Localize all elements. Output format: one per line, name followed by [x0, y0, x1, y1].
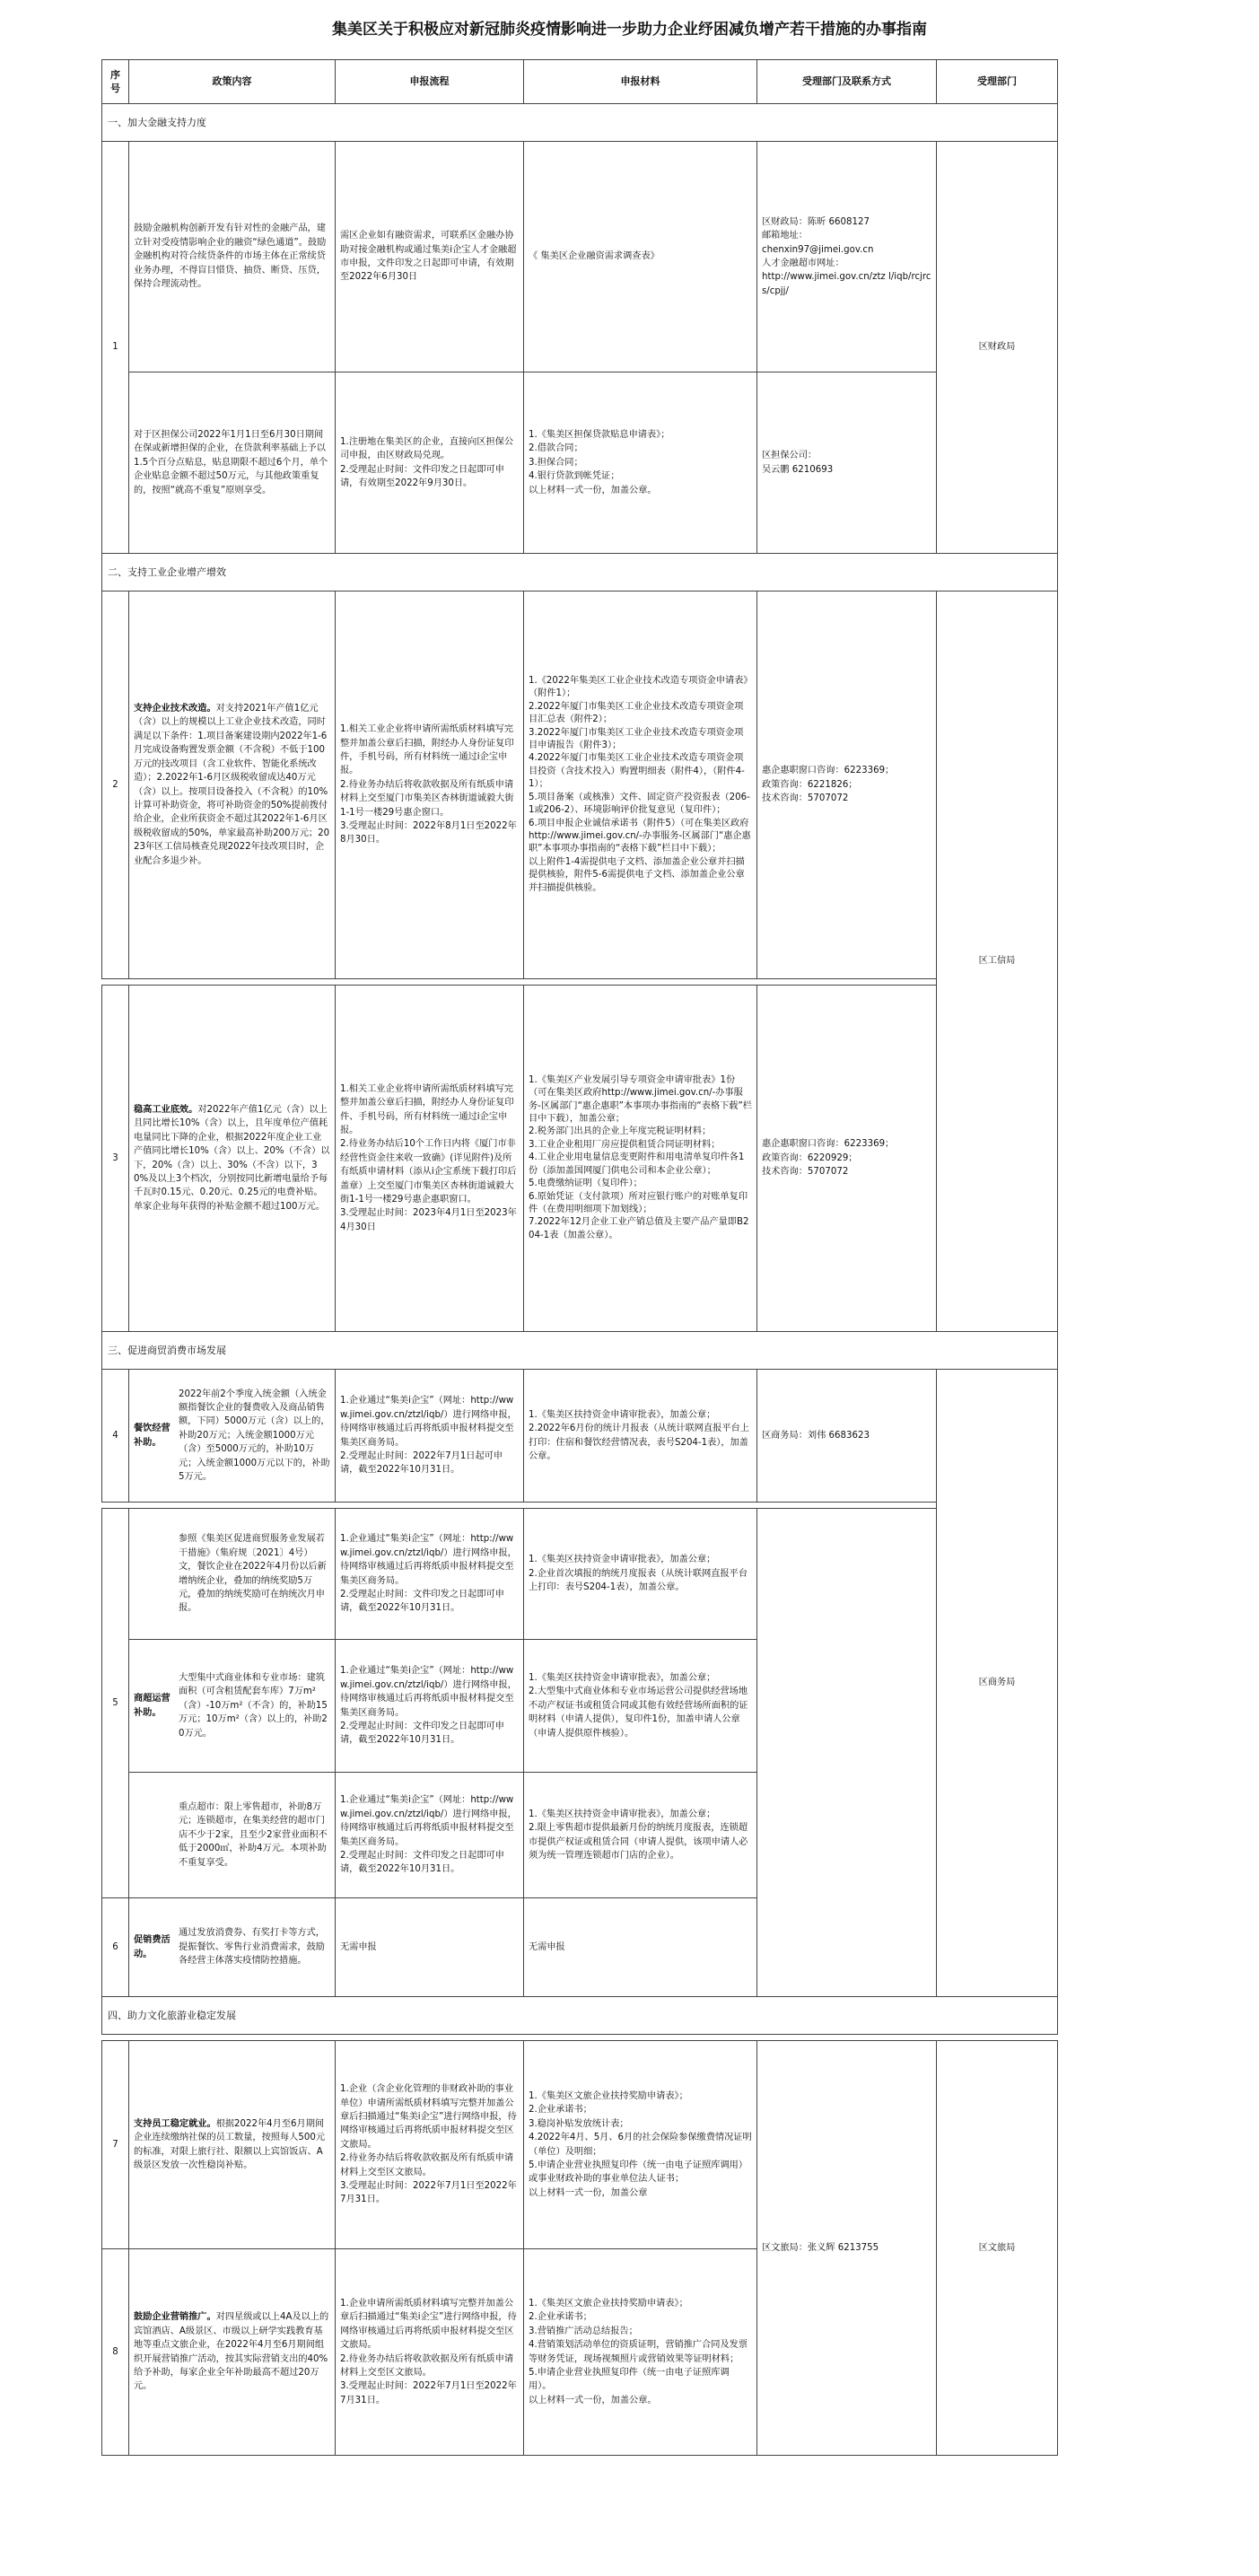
row-number: 4 — [102, 1370, 129, 1503]
header-process: 申报流程 — [336, 60, 524, 104]
process-cell: 1.相关工业企业将申请所需纸质材料填写完整并加盖公章后扫描，附经办人身份证复印件、手机号码，所有材料统一通过i企宝申报。 2.待业务办结后10个工作日内将《厦门市非经营性资金往来收一致确》(详见附件)及所有纸质申请材料（添从i企宝系统下载打印后盖章）上交至厦门市集美区杏林街道诚毅大街1-1号一楼29号惠企惠职窗口。 3.受理起止时间：2023年4月1日至2023年4月30日 — [336, 986, 524, 1332]
policy-cell — [129, 1898, 336, 1997]
policy-lead: 支持员工稳定就业。 — [134, 2118, 216, 2129]
table-row — [102, 591, 1058, 979]
process-cell: 需区企业如有融资需求，可联系区金融办协助对接金融机构或通过集美i企宝人才金融超市申报，文件印发之日起即可申请，有效期至2022年6月30日 — [336, 142, 524, 372]
materials-cell: 1.《集美区文旅企业扶持奖励申请表》； 2.企业承诺书； 3.稳岗补贴发放统计表； 4.2022年4月、5月、6月的社会保险参保缴费情况证明（单位）及明细； 5.申请企业营业执照复印件（统一由电子证照库调用）或事业财政补助的事业单位法人证书； 以上材料一式一份，加盖公章 — [524, 2041, 757, 2249]
materials-cell: 1.《集美区文旅企业扶持奖励申请表》； 2.企业承诺书； 3.营销推广活动总结报告； 4.营销策划活动单位的资质证明，营销推广合同及发票等财务凭证，现场视频照片或营销效果等证明材料； 5.申请企业营业执照复印件（统一由电子证照库调用）。 以上材料一式一份，加盖公章。 — [524, 2249, 757, 2456]
header-materials: 申报材料 — [524, 60, 757, 104]
materials-cell: 1.《2022年集美区工业企业技术改造专项资金申请表》（附件1）； 2.2022年厦门市集美区工业企业技术改造专项资金项目汇总表（附件2）； 3.2022年厦门市集美区工业企业技术改造专项资金项目申请报告（附件3）； 4.2022年厦门市集美区工业企业技术改造专项资金项目投资（含技术投入）购置明细表（附件4），（附件4-1）； 5.项目备案（或核准）文件、固定资产投资报表（206-1或206-2）、环境影响评价批复意见（复印件）； 6.项目申报企业诚信承诺书（附件5）（可在集美区政府http://www.jimei.gov.cn/-办事服务-区属部门“惠企惠职”本事项办事指南的“表格下载”栏目中下载）； 以上附件1-4需提供电子文档、添加盖企业公章并扫描提供核验，附件5-6需提供电子文档、添加盖企业公章并扫描提供核验。 — [524, 591, 757, 979]
dept-cell: 区文旅局 — [937, 2041, 1058, 2456]
row-number: 8 — [102, 2249, 129, 2456]
contact-cell: 区财政局：陈昕 6608127 邮箱地址： chenxin97@jimei.gov.cn 人才金融超市网址： http://www.jimei.gov.cn/ztz l/iqb/rcjrcs/cpjj/ — [757, 142, 937, 372]
section-title-4: 四、助力文化旅游业稳定发展 — [102, 1997, 1058, 2035]
policy-text: 2022年前2个季度入统金额（入统金额指餐饮企业的餐费收入及商品销售额，下同）5000万元（含）以上的，补助20万元；入统金额1000万元（含）至5000万元的，补助10万元；入统金额1000万元以下的，补助5万元。 — [179, 1389, 330, 1483]
section-title-2: 二、支持工业企业增产增效 — [102, 554, 1058, 591]
policy-cell — [129, 2041, 336, 2249]
table-row — [102, 2041, 1058, 2249]
contact-cell: 惠企惠职窗口咨询：6223369； 政策咨询：6221826； 技术咨询：5707072 — [757, 591, 937, 979]
policy-cell: 鼓励金融机构创新开发有针对性的金融产品，建立针对受疫情影响企业的融资“绿色通道”。鼓励金融机构对符合续贷条件的市场主体在正常续贷业务办理，不得盲目惜贷、抽贷、断贷、压贷，保持合理流动性。 — [129, 142, 336, 372]
process-cell: 1.企业通过“集美i企宝”（网址：http://www.jimei.gov.cn/ztzl/iqb/）进行网络申报，待网络审核通过后再将纸质申报材料提交至集美区商务局。 2.受理起止时间：文件印发之日起即可申请，截至2022年10月31日。 — [336, 1773, 524, 1898]
policy-cell — [129, 1370, 336, 1503]
policy-lead: 稳高工业底效。 — [134, 1104, 198, 1115]
process-cell: 1.企业通过“集美i企宝”（网址：http://www.jimei.gov.cn/ztzl/iqb/）进行网络申报，待网络审核通过后再将纸质申报材料提交至集美区商务局。 2.受理起止时间：文件印发之日起即可申请，截至2022年10月31日。 — [336, 1509, 524, 1640]
header-policy: 政策内容 — [129, 60, 336, 104]
section-row-3 — [102, 1332, 1058, 1370]
policy-lead: 支持企业技术改造。 — [134, 704, 216, 714]
row-number: 3 — [102, 986, 129, 1332]
policy-text: 对2022年产值1亿元（含）以上且同比增长10%（含）以上，且年度单位产值耗电量同比下降的企业，根据2022年度企业工业产值同比增长10%（含）以上、20%（不含）以下，20%（含）以上、30%（不含）以下，30%及以上3个档次，分别按同比新增电量给予每千瓦时0.15元、0.20元、0.25元的电费补贴。单家企业每年获得的补贴金额不超过100万元。 — [134, 1104, 330, 1212]
materials-cell: 1.《集美区扶持资金申请审批表》，加盖公章； 2.2022年6月份的统计月报表（从统计联网直报平台上打印：住宿和餐饮经营情况表，表号S204-1表），加盖公章。 — [524, 1370, 757, 1503]
header-dept: 受理部门 — [937, 60, 1058, 104]
row-number: 2 — [102, 591, 129, 979]
dept-cell: 区商务局 — [937, 1370, 1058, 1997]
process-cell: 1.企业通过“集美i企宝”（网址：http://www.jimei.gov.cn/ztzl/iqb/）进行网络申报，待网络审核通过后再将纸质申报材料提交至集美区商务局。 2.受理起止时间：文件印发之日起即可申请，截至2022年10月31日。 — [336, 1640, 524, 1773]
row-number: 7 — [102, 2041, 129, 2249]
row-number: 6 — [102, 1898, 129, 1997]
dept-cell: 区工信局 — [937, 591, 1058, 1332]
materials-cell: 1.《集美区扶持资金申请审批表》，加盖公章； 2.大型集中式商业体和专业市场运营公司提供经营场地不动产权证书或租赁合同或其他有效经营场所面积的证明材料（申请人提供），复印件1份，加盖申请人公章（申请人提供原件核验）。 — [524, 1640, 757, 1773]
process-cell: 无需申报 — [336, 1898, 524, 1997]
materials-cell: 1.《集美区扶持资金申请审批表》，加盖公章； 2.限上零售超市提供最新月份的纳统月度报表，连锁超市提供产权证或租赁合同（申请人提供，该项申请人必须为统一管理连锁超市门店的企业）。 — [524, 1773, 757, 1898]
contact-cell: 惠企惠职窗口咨询：6223369； 政策咨询：6220929； 技术咨询：5707072 — [757, 986, 937, 1332]
policy-cell — [129, 591, 336, 979]
row-number: 5 — [102, 1509, 129, 1898]
policy-text: 根据2022年4月至6月期间企业连续缴纳社保的员工数量，按照每人500元的标准，对限上旅行社、限额以上宾馆饭店、A级景区发放一次性稳岗补贴。 — [134, 2118, 326, 2170]
row-number: 1 — [102, 142, 129, 554]
policy-cell: 对于区担保公司2022年1月1日至6月30日期间在保或新增担保的企业，在贷款利率基础上予以1.5个百分点贴息，贴息期限不超过6个月，单个企业贴息金额不超过50万元，与其他政策重复的，按照“就高不重复”原则享受。 — [129, 372, 336, 554]
materials-cell: 《 集美区企业融资需求调查表》 — [524, 142, 757, 372]
policy-text: 通过发放消费券、有奖打卡等方式，提振餐饮、零售行业消费需求，鼓励各经营主体落实疫情防控措施。 — [179, 1928, 325, 1967]
table-row — [102, 142, 1058, 372]
header-row — [102, 60, 1058, 104]
row-gap — [102, 979, 1058, 986]
policy-text: 对四星级或以上4A及以上的宾馆酒店、A级景区、市级以上研学实践教育基地等重点文旅企业，在2022年4月至6月期间组织开展营销推广活动，按其实际营销支出的40%给予补助，每家企业全年补助最高不超过20万元。 — [134, 2312, 329, 2392]
contact-cell: 区担保公司： 吴云鹏 6210693 — [757, 372, 937, 554]
policy-text: 大型集中式商业体和专业市场：建筑面积（可含租赁配套车库）7万m²（含）-10万m²（不含）的，补助15万元；10万m²（含）以上的，补助20万元。 — [179, 1672, 328, 1739]
row-gap — [102, 1503, 1058, 1509]
table-row — [102, 986, 1058, 1332]
policy-cell — [129, 2249, 336, 2456]
table-row — [102, 372, 1058, 554]
policy-cell — [129, 1640, 336, 1773]
policy-text: 对支持2021年产值1亿元（含）以上的规模以上工业企业技术改造，同时满足以下条件：1.项目备案建设期内2022年1-6月完成设备购置发票金额（不含税）不低于100万元的技改项目（含工业软件、智能化系统改造）；2.2022年1-6月区级税收留成达40万元（含）以上。按项目设备投入（不含税）的10%计算可补助资金，将可补助资金的50%提前拨付给企业，企业所获资金不超过其2022年1-6月区级税收留成的50%，单家最高补助200万元；2023年区工信局核查兑现2022年技改项目时，企业配合多退少补。 — [134, 704, 330, 866]
table-row — [102, 1509, 1058, 1640]
policy-lead: 鼓励企业营销推广。 — [134, 2312, 216, 2323]
policy-cell — [129, 1509, 336, 1640]
section-row-4 — [102, 1997, 1058, 2035]
process-cell: 1.相关工业企业将申请所需纸质材料填写完整并加盖公章后扫描，附经办人身份证复印件，手机号码，所有材料统一通过i企宝申报。 2.待业务办结后将收款收据及所有纸质申请材料上交至厦门市集美区杏林街道诚毅大街1-1号一楼29号惠企窗口。 3.受理起止时间：2022年8月1日至2022年8月30日。 — [336, 591, 524, 979]
contact-cell: 区商务局：刘伟 6683623 — [757, 1370, 937, 1503]
process-cell: 1.注册地在集美区的企业，直接向区担保公司申报，由区财政局兑现。 2.受理起止时间：文件印发之日起即可申请，有效期至2022年9月30日。 — [336, 372, 524, 554]
process-cell: 1.企业（含企业化管理的非财政补助的事业单位）申请所需纸质材料填写完整并加盖公章后扫描通过“集美i企宝”进行网络申报，待网络审核通过后再将纸质申报材料提交至区文旅局。 2.待业务办结后将收款收据及所有纸质申请材料上交至区文旅局。 3.受理起止时间：2022年7月1日至2022年7月31日。 — [336, 2041, 524, 2249]
header-no: 序号 — [102, 60, 129, 104]
section-row-1 — [102, 104, 1058, 142]
contact-cell: 区文旅局：张义辉 6213755 — [757, 2041, 937, 2456]
table-row — [102, 1370, 1058, 1503]
row-gap — [102, 2035, 1058, 2041]
policy-cell — [129, 986, 336, 1332]
header-contact: 受理部门及联系方式 — [757, 60, 937, 104]
process-cell: 1.企业申请所需纸质材料填写完整并加盖公章后扫描通过“集美i企宝”进行网络申报，待网络审核通过后再将纸质申报材料提交至区文旅局。 2.待业务办结后将收款收据及所有纸质申请材料上交至区文旅局。 3.受理起止时间：2022年7月1日至2022年7月31日。 — [336, 2249, 524, 2456]
section-title-3: 三、促进商贸消费市场发展 — [102, 1332, 1058, 1370]
materials-cell: 1.《集美区担保贷款贴息申请表》； 2.借款合同； 3.担保合同； 4.银行贷款到帐凭证； 以上材料一式一份，加盖公章。 — [524, 372, 757, 554]
process-cell: 1.企业通过“集美i企宝”（网址：http://www.jimei.gov.cn/ztzl/iqb/）进行网络申报，待网络审核通过后再将纸质申报材料提交至集美区商务局。 2.受理起止时间：2022年7月1日起可申请，截至2022年10月31日。 — [336, 1370, 524, 1503]
materials-cell: 1.《集美区扶持资金申请审批表》，加盖公章； 2.企业首次填报的纳统月度报表（从统计联网直报平台上打印：表号S204-1表），加盖公章。 — [524, 1509, 757, 1640]
category-label: 商超运营补助。 — [134, 1694, 170, 1718]
guide-table — [101, 59, 1058, 2456]
materials-cell: 无需申报 — [524, 1898, 757, 1997]
policy-text: 重点超市：限上零售超市，补助8万元；连锁超市，在集美经营的超市门店不少于2家，且至少2家营业面积不低于2000㎡，补助4万元。本项补助不重复享受。 — [179, 1801, 328, 1868]
section-row-2 — [102, 554, 1058, 591]
policy-text: 参照《集美区促进商贸服务业发展若干措施》（集府规〔2021〕4号）文，餐饮企业在2022年4月份以后新增纳统企业，叠加的纳统奖励5万元，叠加的纳统奖励可在纳统次月申报。 — [179, 1534, 327, 1614]
category-label: 促销费活动。 — [134, 1935, 170, 1959]
policy-cell — [129, 1773, 336, 1898]
contact-cell-empty — [757, 1509, 937, 1997]
category-label: 餐饮经营补助。 — [134, 1424, 170, 1448]
dept-cell: 区财政局 — [937, 142, 1058, 554]
materials-cell: 1.《集美区产业发展引导专项资金申请审批表》1份（可在集美区政府http://www.jimei.gov.cn/-办事服务-区属部门“惠企惠职”本事项办事指南的“表格下载”栏目中下载），加盖公章； 2.税务部门出具的企业上年度完税证明材料； 3.工业企业租用厂房应提供租赁合同证明材料； 4.工业企业用电量信息变更附件和用电清单复印件各1份（添加盖国网厦门供电公司和本企业公章）； 5.电费缴纳证明（复印件）； 6.原始凭证（支付款项）所对应银行账户的对账单复印件（在费用明细项下加划线）； 7.2022年12月企业工业产销总值及主要产品产量即B204-1表（加盖公章）。 — [524, 986, 757, 1332]
section-title-1: 一、加大金融支持力度 — [102, 104, 1058, 142]
page-title: 集美区关于积极应对新冠肺炎疫情影响进一步助力企业纾困减负增产若干措施的办事指南 — [332, 21, 927, 39]
